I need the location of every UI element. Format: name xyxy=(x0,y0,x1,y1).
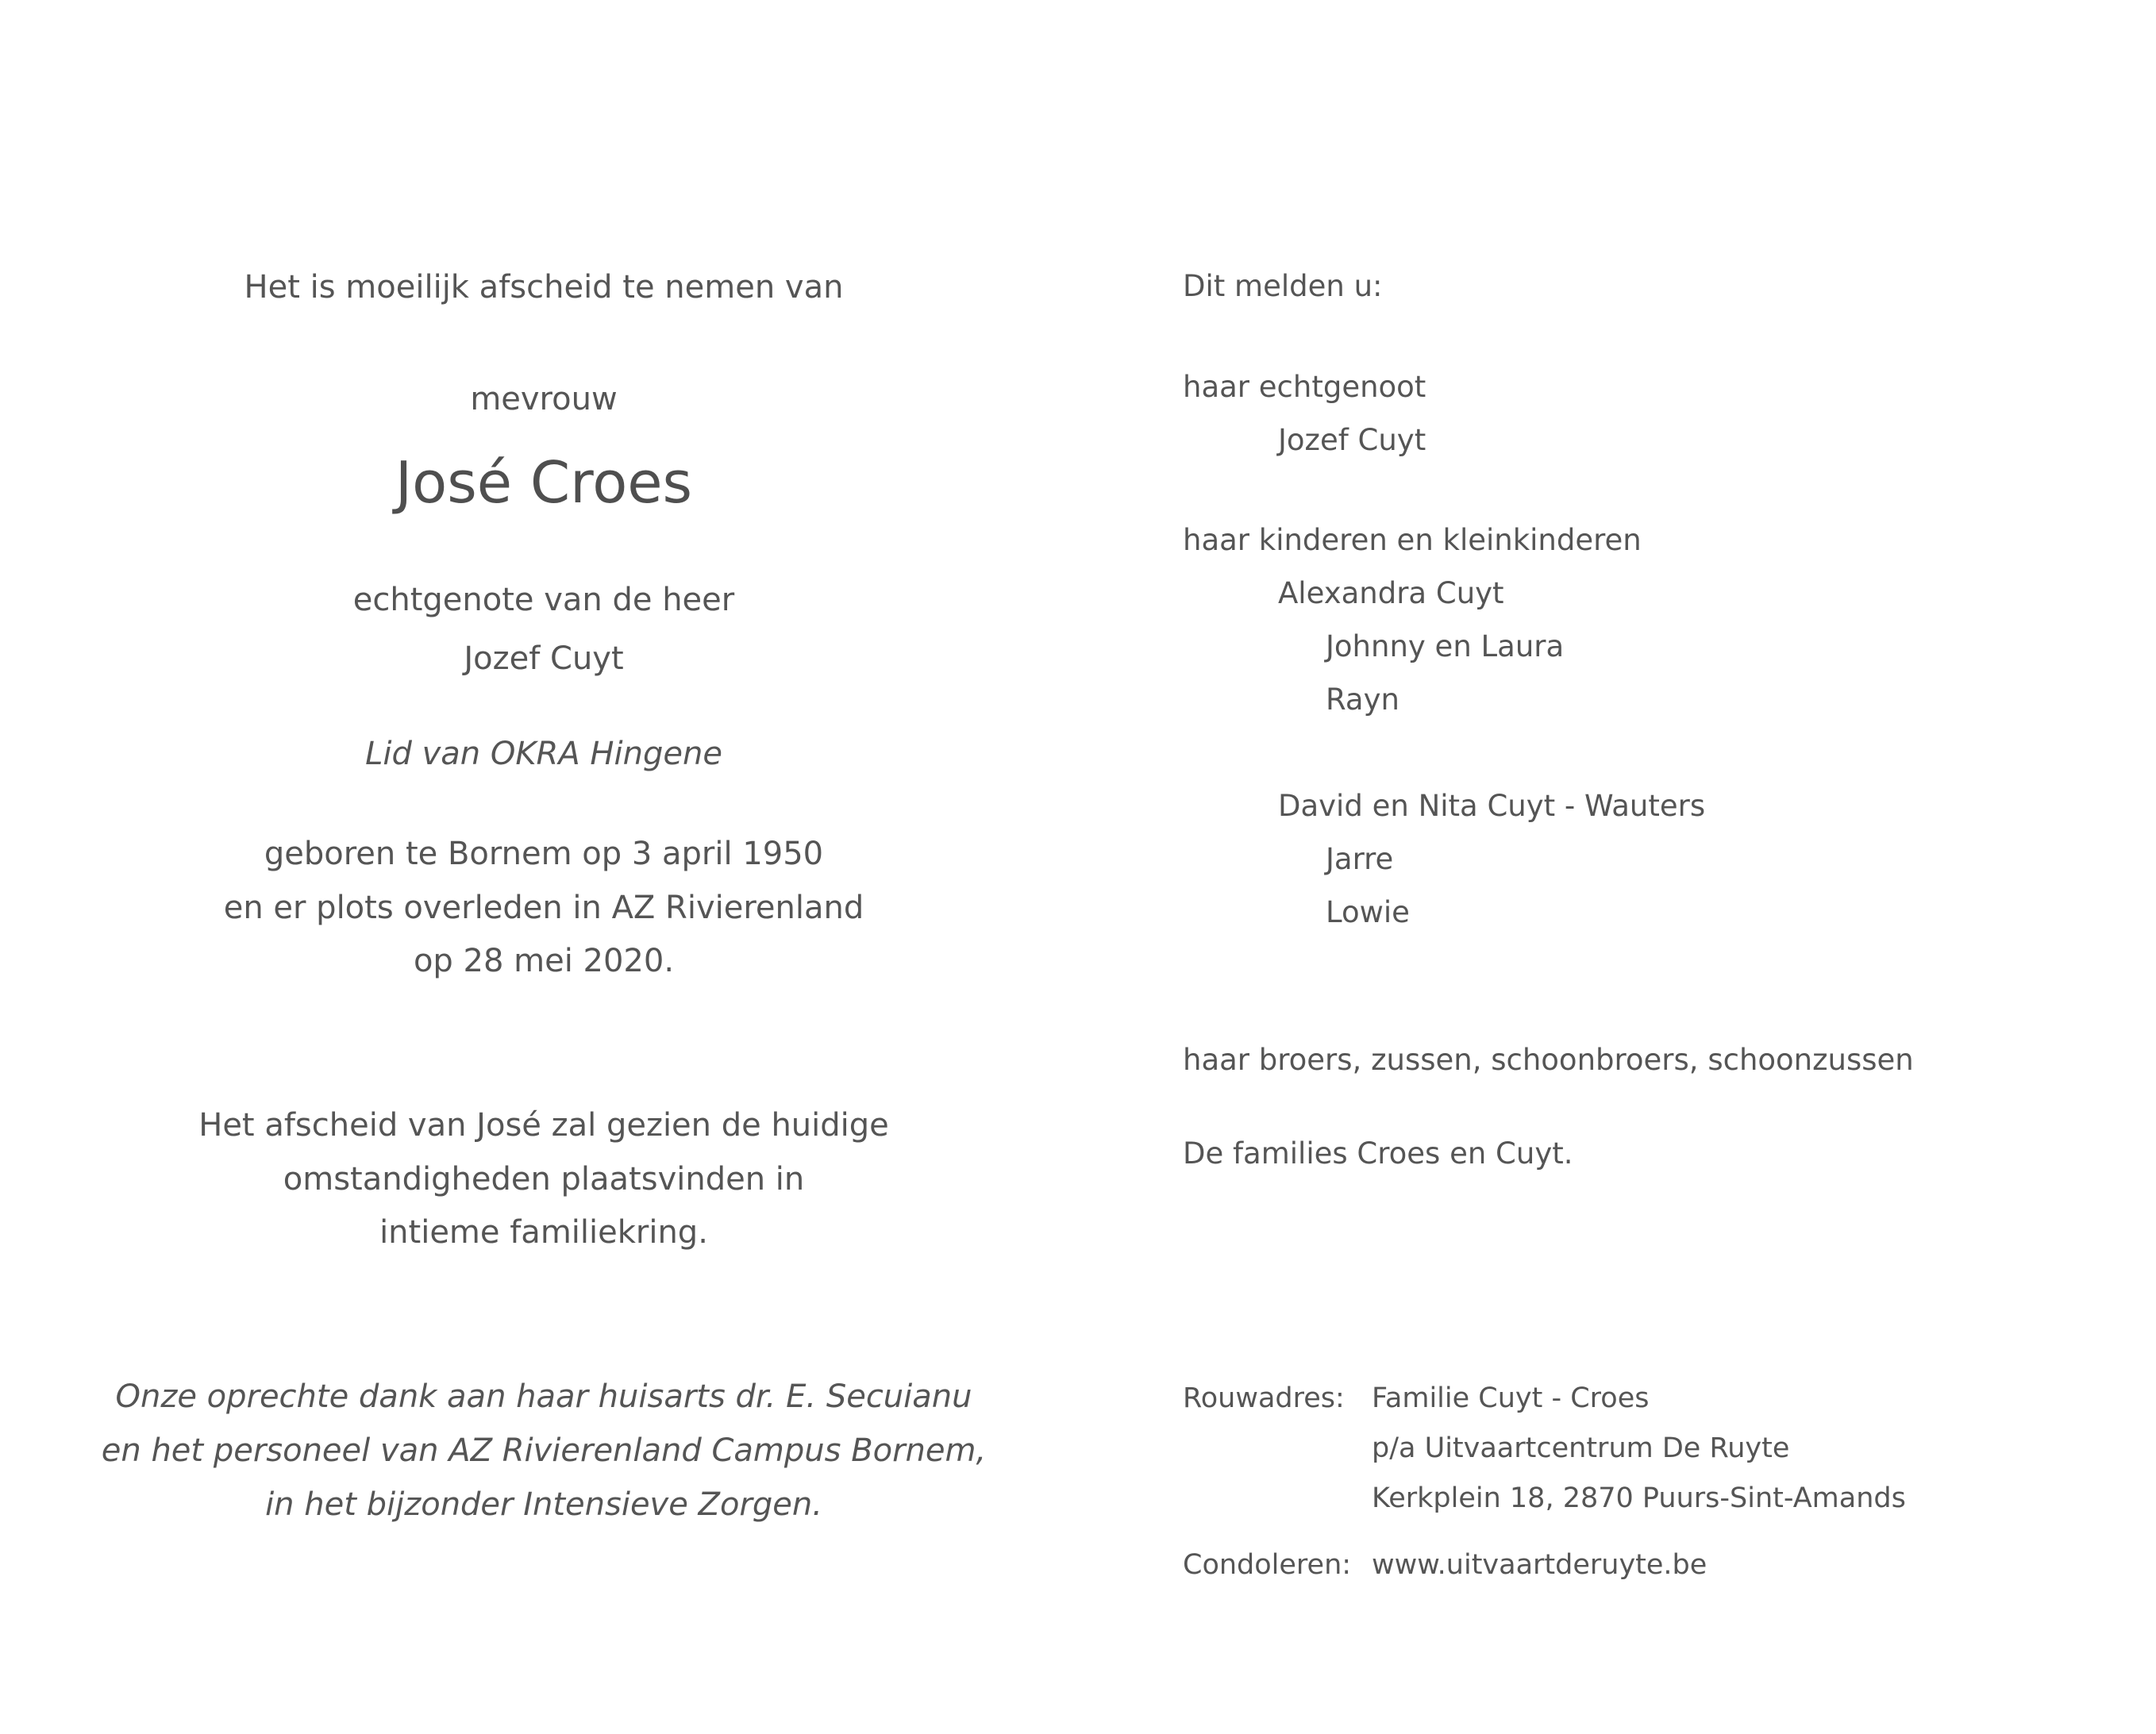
family2-child-2: Lowie xyxy=(1326,895,1410,929)
farewell-line-3: intieme familiekring. xyxy=(379,1214,708,1251)
announce-text: Dit melden u: xyxy=(1183,269,1383,303)
farewell-line-2: omstandigheden plaatsvinden in xyxy=(283,1161,805,1198)
siblings-text: haar broers, zussen, schoonbroers, schoonzussen xyxy=(1183,1043,1914,1077)
intro-text: Het is moeilijk afscheid te nemen van xyxy=(244,269,844,306)
families-text: De families Croes en Cuyt. xyxy=(1183,1136,1573,1171)
deceased-name: José Croes xyxy=(395,449,693,516)
thanks-line-3: in het bijzonder Intensieve Zorgen. xyxy=(265,1486,822,1523)
family1-parent: Alexandra Cuyt xyxy=(1278,576,1504,610)
family1-child-2: Rayn xyxy=(1326,682,1399,717)
thanks-line-1: Onze oprechte dank aan haar huisarts dr. E. Secuianu xyxy=(115,1378,972,1415)
death-date: op 28 mei 2020. xyxy=(413,943,675,979)
address-line-1: Familie Cuyt - Croes xyxy=(1372,1382,1650,1414)
honorific: mevrouw xyxy=(470,381,618,417)
farewell-line-1: Het afscheid van José zal gezien de huidige xyxy=(198,1107,889,1144)
condolence-label: Condoleren: xyxy=(1183,1549,1352,1581)
address-line-3: Kerkplein 18, 2870 Puurs-Sint-Amands xyxy=(1372,1482,1906,1514)
family2-child-1: Jarre xyxy=(1326,842,1394,876)
birth-line: geboren te Bornem op 3 april 1950 xyxy=(264,836,824,872)
condolence-url[interactable]: www.uitvaartderuyte.be xyxy=(1372,1549,1707,1581)
spouse-name: Jozef Cuyt xyxy=(464,640,624,677)
family2-parent: David en Nita Cuyt - Wauters xyxy=(1278,789,1706,823)
children-label: haar kinderen en kleinkinderen xyxy=(1183,523,1642,557)
address-line-2: p/a Uitvaartcentrum De Ruyte xyxy=(1372,1432,1790,1464)
membership: Lid van OKRA Hingene xyxy=(365,736,722,772)
death-line: en er plots overleden in AZ Rivierenland xyxy=(223,890,864,926)
family1-child-1: Johnny en Laura xyxy=(1326,629,1565,663)
thanks-line-2: en het personeel van AZ Rivierenland Campus Bornem, xyxy=(101,1432,987,1469)
spouse-name-right: Jozef Cuyt xyxy=(1278,423,1426,457)
address-label: Rouwadres: xyxy=(1183,1382,1345,1414)
spouse-label: haar echtgenoot xyxy=(1183,370,1426,404)
spouse-intro: echtgenote van de heer xyxy=(352,582,735,618)
